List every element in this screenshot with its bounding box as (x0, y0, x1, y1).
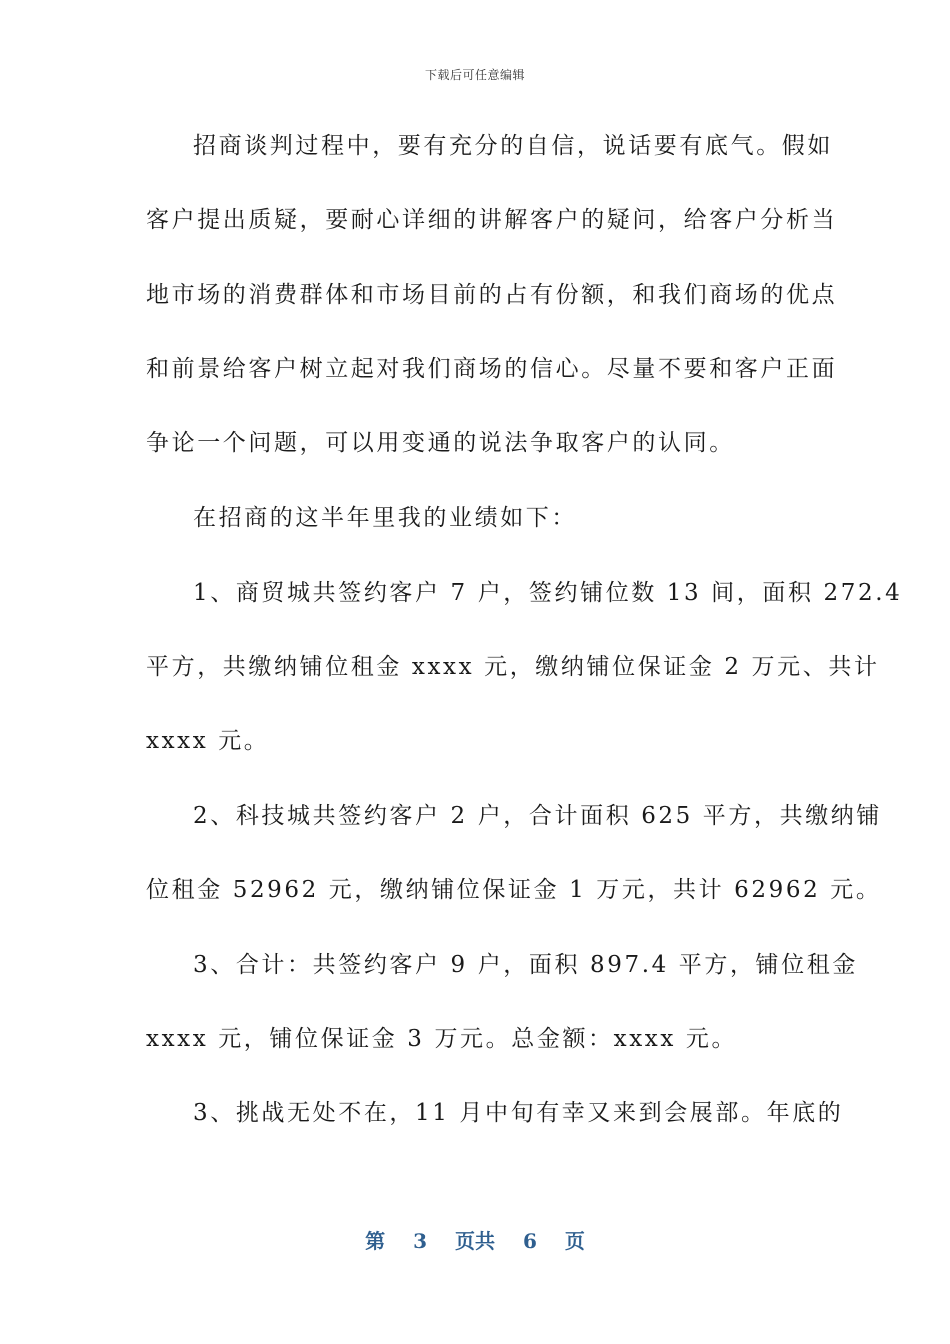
paragraph-line: 位租金 52962 元，缴纳铺位保证金 1 万元，共计 62962 元。 (146, 877, 882, 903)
paragraph-line: 平方，共缴纳铺位租金 xxxx 元，缴纳铺位保证金 2 万元、共计 (146, 654, 880, 680)
paragraph-line: xxxx 元，铺位保证金 3 万元。总金额：xxxx 元。 (146, 1026, 738, 1052)
footer-page-number: 3 (413, 1229, 427, 1253)
footer-middle: 页共 (455, 1229, 495, 1253)
footer-total-pages: 6 (523, 1229, 537, 1253)
paragraph-line: 3、合计：共签约客户 9 户，面积 897.4 平方，铺位租金 (193, 952, 858, 978)
paragraph-line: xxxx 元。 (146, 728, 270, 754)
paragraph-line: 争论一个问题，可以用变通的说法争取客户的认同。 (146, 430, 735, 456)
paragraph-line: 3、挑战无处不在，11 月中旬有幸又来到会展部。年底的 (193, 1100, 844, 1126)
paragraph-line: 1、商贸城共签约客户 7 户，签约铺位数 13 间，面积 272.4 (193, 580, 903, 606)
paragraph-line: 和前景给客户树立起对我们商场的信心。尽量不要和客户正面 (146, 356, 838, 382)
paragraph-line: 在招商的这半年里我的业绩如下： (193, 505, 577, 531)
paragraph-line: 客户提出质疑，要耐心详细的讲解客户的疑问，给客户分析当 (146, 207, 838, 233)
footer-suffix: 页 (564, 1229, 585, 1253)
page-header: 下载后可任意编辑 (424, 68, 525, 82)
paragraph-line: 招商谈判过程中，要有充分的自信，说话要有底气。假如 (193, 133, 833, 159)
paragraph-line: 2、科技城共签约客户 2 户，合计面积 625 平方，共缴纳铺 (193, 803, 883, 829)
page-footer (0, 1225, 950, 1254)
footer-prefix: 第 (365, 1229, 386, 1253)
paragraph-line: 地市场的消费群体和市场目前的占有份额，和我们商场的优点 (146, 282, 838, 308)
